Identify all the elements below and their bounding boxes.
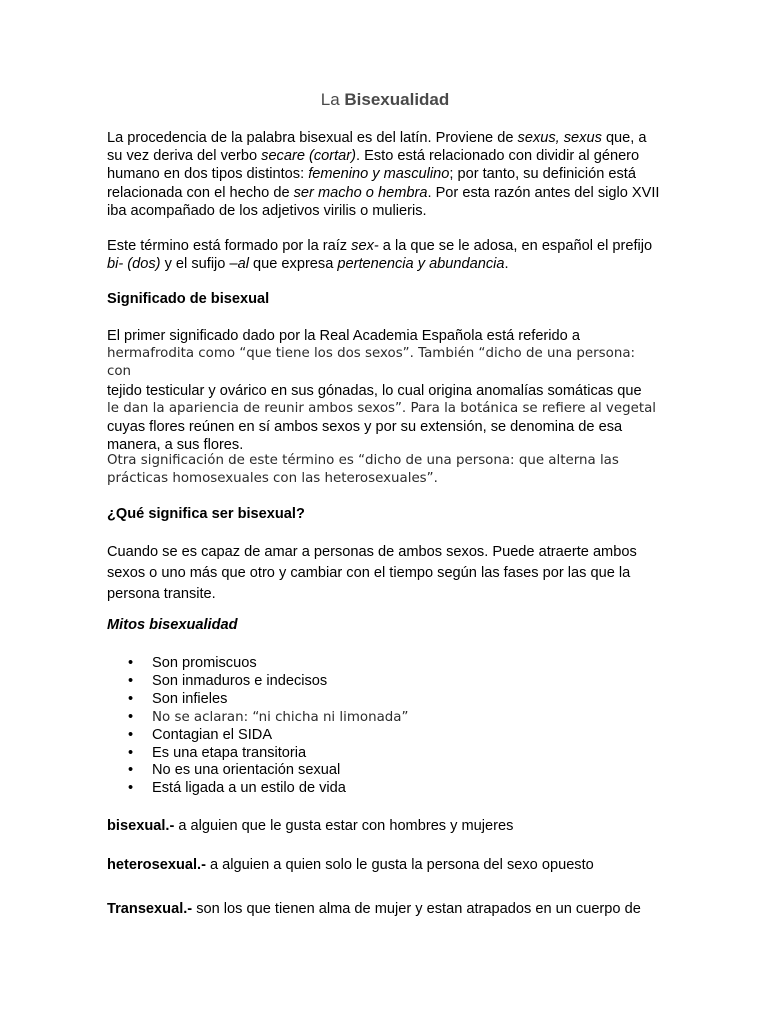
heading-significado: Significado de bisexual (107, 291, 270, 307)
list-item: • Es una etapa transitoria (107, 745, 408, 763)
heading-mitos: Mitos bisexualidad (107, 617, 238, 633)
list-item: • Son infieles (107, 691, 408, 709)
list-item: • No es una orientación sexual (107, 762, 408, 780)
paragraph-otra-significacion: Otra significación de este término es “dicho de una persona: que alterna las prácticas homosexuales con las heterosexuales”. (107, 453, 619, 486)
paragraph-cuando: Cuando se es capaz de amar a personas de ambos sexos. Puede atraerte ambos sexos o uno más que otro y cambiar con el tiempo según las fases por las que la persona transite. (107, 544, 637, 602)
list-item: • Contagian el SIDA (107, 727, 408, 745)
title-prefix: La (320, 90, 340, 109)
title-main: Bisexualidad (344, 90, 450, 109)
list-item: • Está ligada a un estilo de vida (107, 780, 408, 798)
heading-que-significa: ¿Qué significa ser bisexual? (107, 506, 305, 522)
definition-bisexual: bisexual.- a alguien que le gusta estar con hombres y mujeres (107, 818, 514, 834)
list-item: • No se aclaran: “ni chicha ni limonada” (107, 709, 408, 727)
document-title (107, 90, 663, 110)
paragraph-rae: El primer significado dado por la Real Academia Española está referido a hermafrodita como “que tiene los dos sexos”. También “dicho de una persona: con tejido testicular y ovárico en sus gónadas, lo cual origina anomalías somáticas que le dan la apariencia de reunir ambos sexos”. Para la botánica se refiere al vegetal cuyas flores reúnen en sí ambos sexos y por su extensión, se denomina de esa manera, a sus flores. (107, 328, 657, 454)
paragraph-origin: La procedencia de la palabra bisexual es del latín. Proviene de sexus, sexus que, a su vez deriva del verbo secare (cortar). Esto está relacionado con dividir al género humano en dos tipos distintos: femenino y masculino; por tanto, su definición está relacionada con el hecho de ser macho o hembra. Por esta razón antes del siglo XVII iba acompañado de los adjetivos virilis o mulieris. (107, 130, 660, 219)
mitos-list (107, 655, 408, 798)
definition-transexual: Transexual.- son los que tienen alma de mujer y estan atrapados en un cuerpo de (107, 901, 641, 917)
list-item: • Son promiscuos (107, 655, 408, 673)
list-item: • Son inmaduros e indecisos (107, 673, 408, 691)
definition-heterosexual: heterosexual.- a alguien a quien solo le gusta la persona del sexo opuesto (107, 857, 594, 873)
paragraph-etymology: Este término está formado por la raíz sex- a la que se le adosa, en español el prefijo bi- (dos) y el sufijo –al que expresa pertenencia y abundancia. (107, 238, 653, 273)
